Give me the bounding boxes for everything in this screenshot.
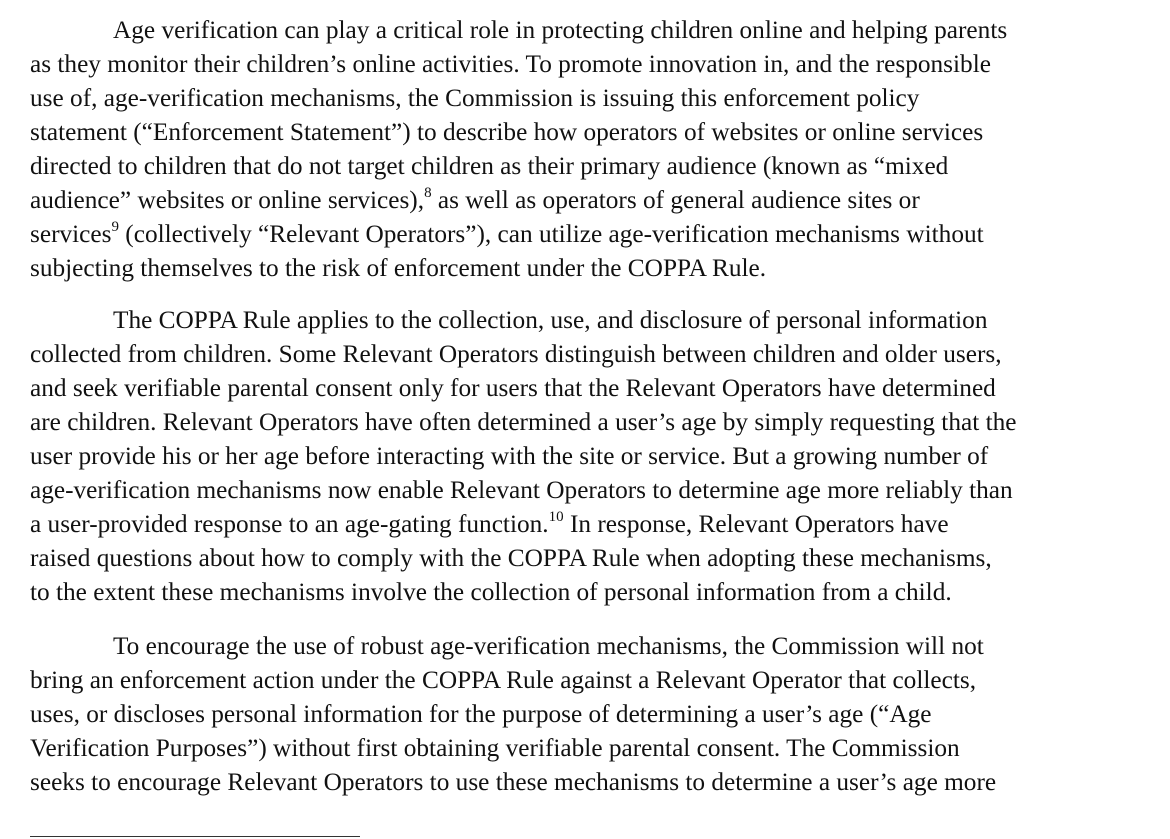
text-line: directed to children that do not target children as their primary audience (known as “mixed	[30, 152, 949, 180]
paragraph-coppa-rule-applies	[30, 303, 1016, 609]
footnote-ref-10[interactable]: 10	[548, 508, 564, 525]
text-line: uses, or discloses personal information for the purpose of determining a user’s age (“Age	[30, 700, 932, 728]
text-line: seeks to encourage Relevant Operators to use these mechanisms to determine a user’s age more	[30, 768, 997, 796]
text-line: use of, age-verification mechanisms, the Commission is issuing this enforcement policy	[30, 84, 920, 112]
text-line: statement (“Enforcement Statement”) to describe how operators of websites or online services	[30, 118, 984, 146]
text-line	[30, 507, 1016, 541]
text-line: are children. Relevant Operators have often determined a user’s age by simply requesting that the	[30, 408, 1017, 436]
text-line: and seek verifiable parental consent only for users that the Relevant Operators have determined	[30, 374, 996, 402]
paragraph-encourage-age-verification	[30, 629, 996, 799]
text-line	[30, 217, 1007, 251]
text-line: raised questions about how to comply with the COPPA Rule when adopting these mechanisms,	[30, 544, 992, 572]
text-line: To encourage the use of robust age-verification mechanisms, the Commission will not	[113, 632, 984, 660]
text-line: user provide his or her age before interacting with the site or service. But a growing number of	[30, 442, 989, 470]
text-segment: In response, Relevant Operators have	[563, 510, 949, 538]
paragraph-age-verification-role	[30, 13, 1007, 285]
text-line: collected from children. Some Relevant Operators distinguish between children and older users,	[30, 340, 1002, 368]
text-line: bring an enforcement action under the COPPA Rule against a Relevant Operator that collects,	[30, 666, 977, 694]
text-line: Verification Purposes”) without first obtaining verifiable parental consent. The Commission	[30, 734, 960, 762]
text-line: age-verification mechanisms now enable Relevant Operators to determine age more reliably than	[30, 476, 1013, 504]
text-line: as they monitor their children’s online activities. To promote innovation in, and the responsible	[30, 50, 991, 78]
text-line: Age verification can play a critical role in protecting children online and helping parents	[113, 16, 1008, 44]
footnote-ref-8[interactable]: 8	[424, 184, 432, 201]
text-segment: a user-provided response to an age-gating function.	[30, 510, 549, 538]
text-line: to the extent these mechanisms involve the collection of personal information from a child.	[30, 578, 952, 606]
text-line: The COPPA Rule applies to the collection, use, and disclosure of personal information	[113, 306, 988, 334]
text-segment: (collectively “Relevant Operators”), can utilize age-verification mechanisms without	[118, 220, 984, 248]
text-line: subjecting themselves to the risk of enforcement under the COPPA Rule.	[30, 254, 767, 282]
text-line	[30, 183, 1007, 217]
text-segment: as well as operators of general audience sites or	[431, 186, 920, 214]
footnote-separator	[30, 836, 360, 837]
text-segment: services	[30, 220, 112, 248]
text-segment: audience” websites or online services),	[30, 186, 425, 214]
footnote-ref-9[interactable]: 9	[111, 218, 119, 235]
